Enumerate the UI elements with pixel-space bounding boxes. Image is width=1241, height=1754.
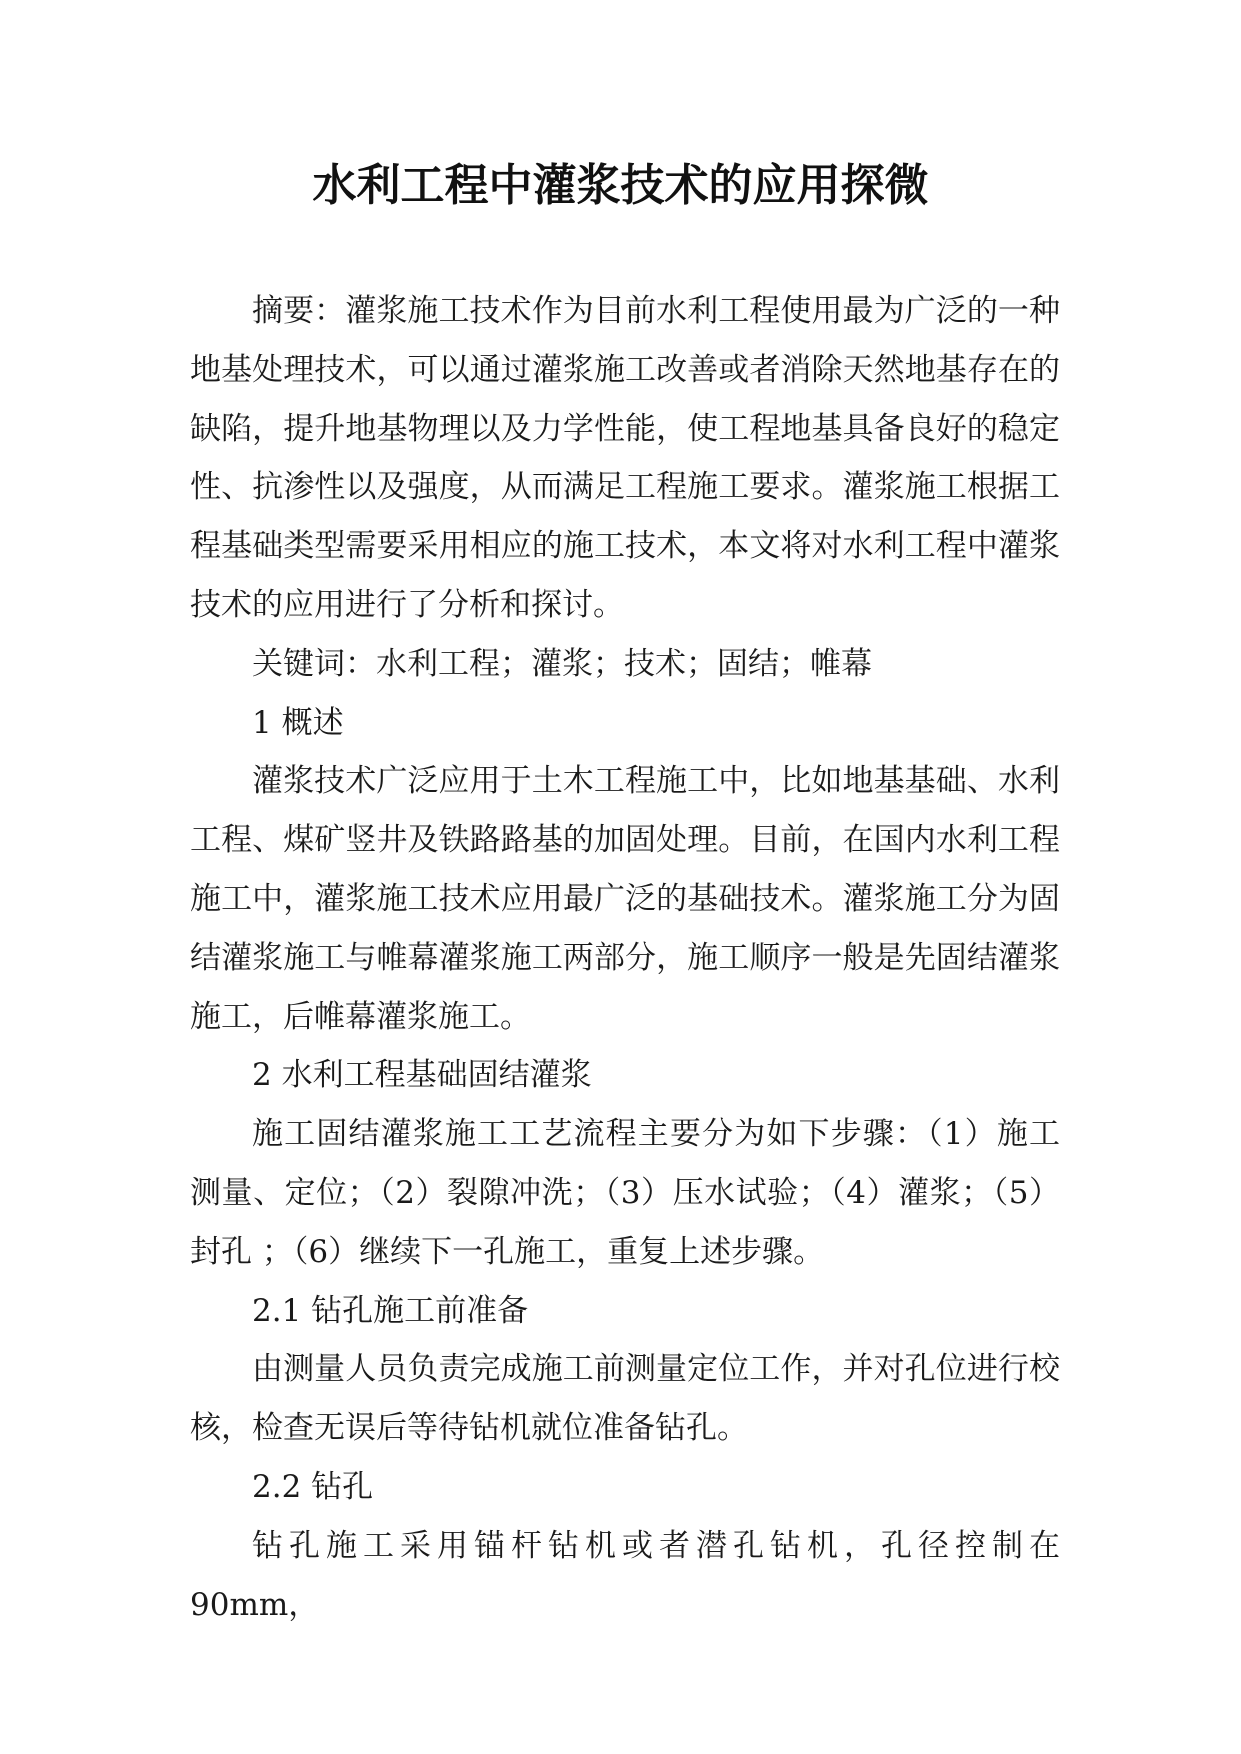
preparation-paragraph: 由测量人员负责完成施工前测量定位工作，并对孔位进行校核，检查无误后等待钻机就位准备钻孔。 xyxy=(190,1351,1060,1447)
drilling-paragraph: 钻孔施工采用锚杆钻机或者潜孔钻机，孔径控制在90mm， xyxy=(190,1527,1060,1623)
overview-paragraph: 灌浆技术广泛应用于土木工程施工中，比如地基基础、水利工程、煤矿竖井及铁路路基的加固处理。目前，在国内水利工程施工中，灌浆施工技术应用最广泛的基础技术。灌浆施工分为固结灌浆施工与帷幕灌浆施工两部分，施工顺序一般是先固结灌浆施工，后帷幕灌浆施工。 xyxy=(190,763,1060,1035)
abstract-paragraph: 摘要：灌浆施工技术作为目前水利工程使用最为广泛的一种地基处理技术，可以通过灌浆施工改善或者消除天然地基存在的缺陷，提升地基物理以及力学性能，使工程地基具备良好的稳定性、抗渗性以及强度，从而满足工程施工要求。灌浆施工根据工程基础类型需要采用相应的施工技术，本文将对水利工程中灌浆技术的应用进行了分析和探讨。 xyxy=(190,293,1060,623)
document-body xyxy=(190,282,1060,1634)
keywords-line: 关键词：水利工程；灌浆；技术；固结；帷幕 xyxy=(252,645,872,682)
section-heading-2: 2 水利工程基础固结灌浆 xyxy=(252,1057,592,1094)
process-paragraph: 施工固结灌浆施工工艺流程主要分为如下步骤：（1）施工测量、定位；（2）裂隙冲洗；（3）压水试验；（4）灌浆；（5）封孔 ；（6）继续下一孔施工，重复上述步骤。 xyxy=(190,1116,1060,1270)
document-title: 水利工程中灌浆技术的应用探微 xyxy=(312,160,929,211)
subsection-heading-2-2: 2.2 钻孔 xyxy=(252,1468,374,1505)
subsection-heading-2-1: 2.1 钻孔施工前准备 xyxy=(252,1292,529,1329)
section-heading-1: 1 概述 xyxy=(252,704,344,741)
